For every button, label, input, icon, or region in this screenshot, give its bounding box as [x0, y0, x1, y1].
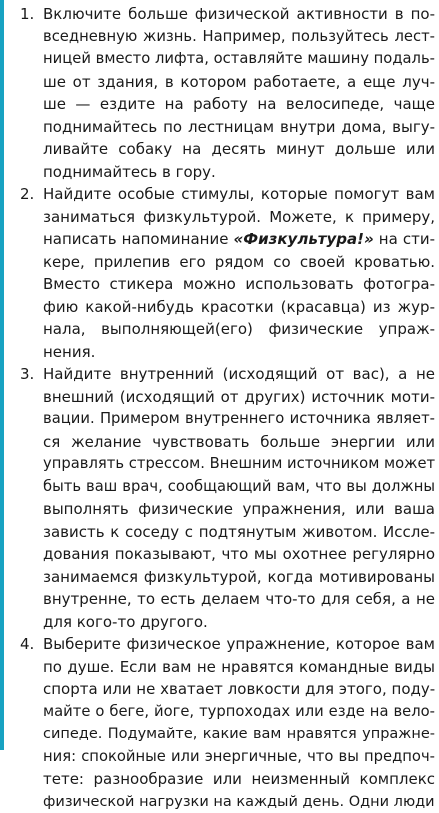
list-item-text-line: сипеде. Подумайте, какие вам нравятся упражне-	[43, 723, 435, 746]
list-item-number: 4.	[20, 633, 34, 656]
list-item-text-line: выполнять физические упражнения, или ваша	[43, 498, 435, 521]
list-item	[0, 633, 439, 813]
list-item-text-line: поднимайтесь в гору.	[43, 161, 435, 184]
list-item	[0, 3, 439, 183]
list-item-text-line: заниматься физкультурой. Можете, к примеру,	[43, 206, 435, 229]
list-item-text-line: для кого-то другого.	[43, 611, 435, 634]
list-item-text-line: тете: разнообразие или неизменный комплекс	[43, 768, 435, 791]
list-item-text-line: Включите больше физической активности в по-	[43, 3, 435, 26]
list-item-text-line: дования показывают, что мы охотнее регулярно	[43, 543, 435, 566]
list-item-text-line: управлять стрессом. Внешним источником может	[43, 453, 435, 476]
list-item-text-line: кере, прилепив его рядом со своей кроватью.	[43, 251, 435, 274]
list-item-text-line: ше от здания, в котором работаете, а еще луч-	[43, 71, 435, 94]
list-item-text-line: занимаемся физкультурой, когда мотивированы	[43, 566, 435, 589]
list-item-text-line: поднимайтесь по лестницам внутри дома, выгу-	[43, 116, 435, 139]
list-item-text-line: майте о беге, йоге, турпоходах или езде на вело-	[43, 701, 435, 724]
list-item-text-line: вседневную жизнь. Например, пользуйтесь лест-	[43, 26, 435, 49]
list-item-number: 3.	[20, 363, 34, 386]
list-item	[0, 363, 439, 633]
list-item-text-line: Выберите физическое упражнение, которое вам	[43, 633, 435, 656]
list-item-text-line: Вместо стикера можно использовать фотогра-	[43, 273, 435, 296]
list-item-number: 1.	[20, 3, 34, 26]
list-item-text-line: ницей вместо лифта, оставляйте машину подаль-	[43, 48, 435, 71]
text-run: на сти-	[374, 230, 435, 248]
list-item-text-line: ния: спокойные или энергичные, что вы предпоч-	[43, 746, 435, 769]
list-item-text-line: внутренне, то есть делаем что-то для себя, а не	[43, 588, 435, 611]
list-item-text-line: нения.	[43, 341, 435, 364]
list-item-text-line	[43, 228, 435, 251]
list-item-text-line: по душе. Если вам не нравятся командные виды	[43, 656, 435, 679]
list-item-text-line: Найдите внутренний (исходящий от вас), а не	[43, 363, 435, 386]
list-item	[0, 183, 439, 363]
list-item-text-line: спорта или не хватает ловкости для этого, поду-	[43, 678, 435, 701]
list-item-text-line: нала, выполняющей(его) физические упраж-	[43, 318, 435, 341]
list-item-text-line: внешний (исходящий от других) источник моти-	[43, 386, 435, 409]
list-item-text-line: физической нагрузки на каждый день. Одни люди	[43, 791, 435, 813]
list-item-text-line: Найдите особые стимулы, которые помогут вам	[43, 183, 435, 206]
emphasized-text: «Физкультура!»	[234, 230, 374, 248]
list-item-text-line: вации. Примером внутреннего источника являет-	[43, 408, 435, 431]
list-item-text-line: зависть к соседу с подтянутым животом. Иссле-	[43, 521, 435, 544]
list-item-text-line: фию какой-нибудь красотки (красавца) из жур-	[43, 296, 435, 319]
list-item-text-line: ше — ездите на работу на велосипеде, чаще	[43, 93, 435, 116]
list-item-text-line: ся желание чувствовать больше энергии или	[43, 431, 435, 454]
list-item-text-line: быть ваш врач, сообщающий вам, что вы должны	[43, 476, 435, 499]
list-item-number: 2.	[20, 183, 34, 206]
text-run: написать напоминание	[43, 230, 234, 248]
list-item-text-line: ливайте собаку на десять минут дольше или	[43, 138, 435, 161]
